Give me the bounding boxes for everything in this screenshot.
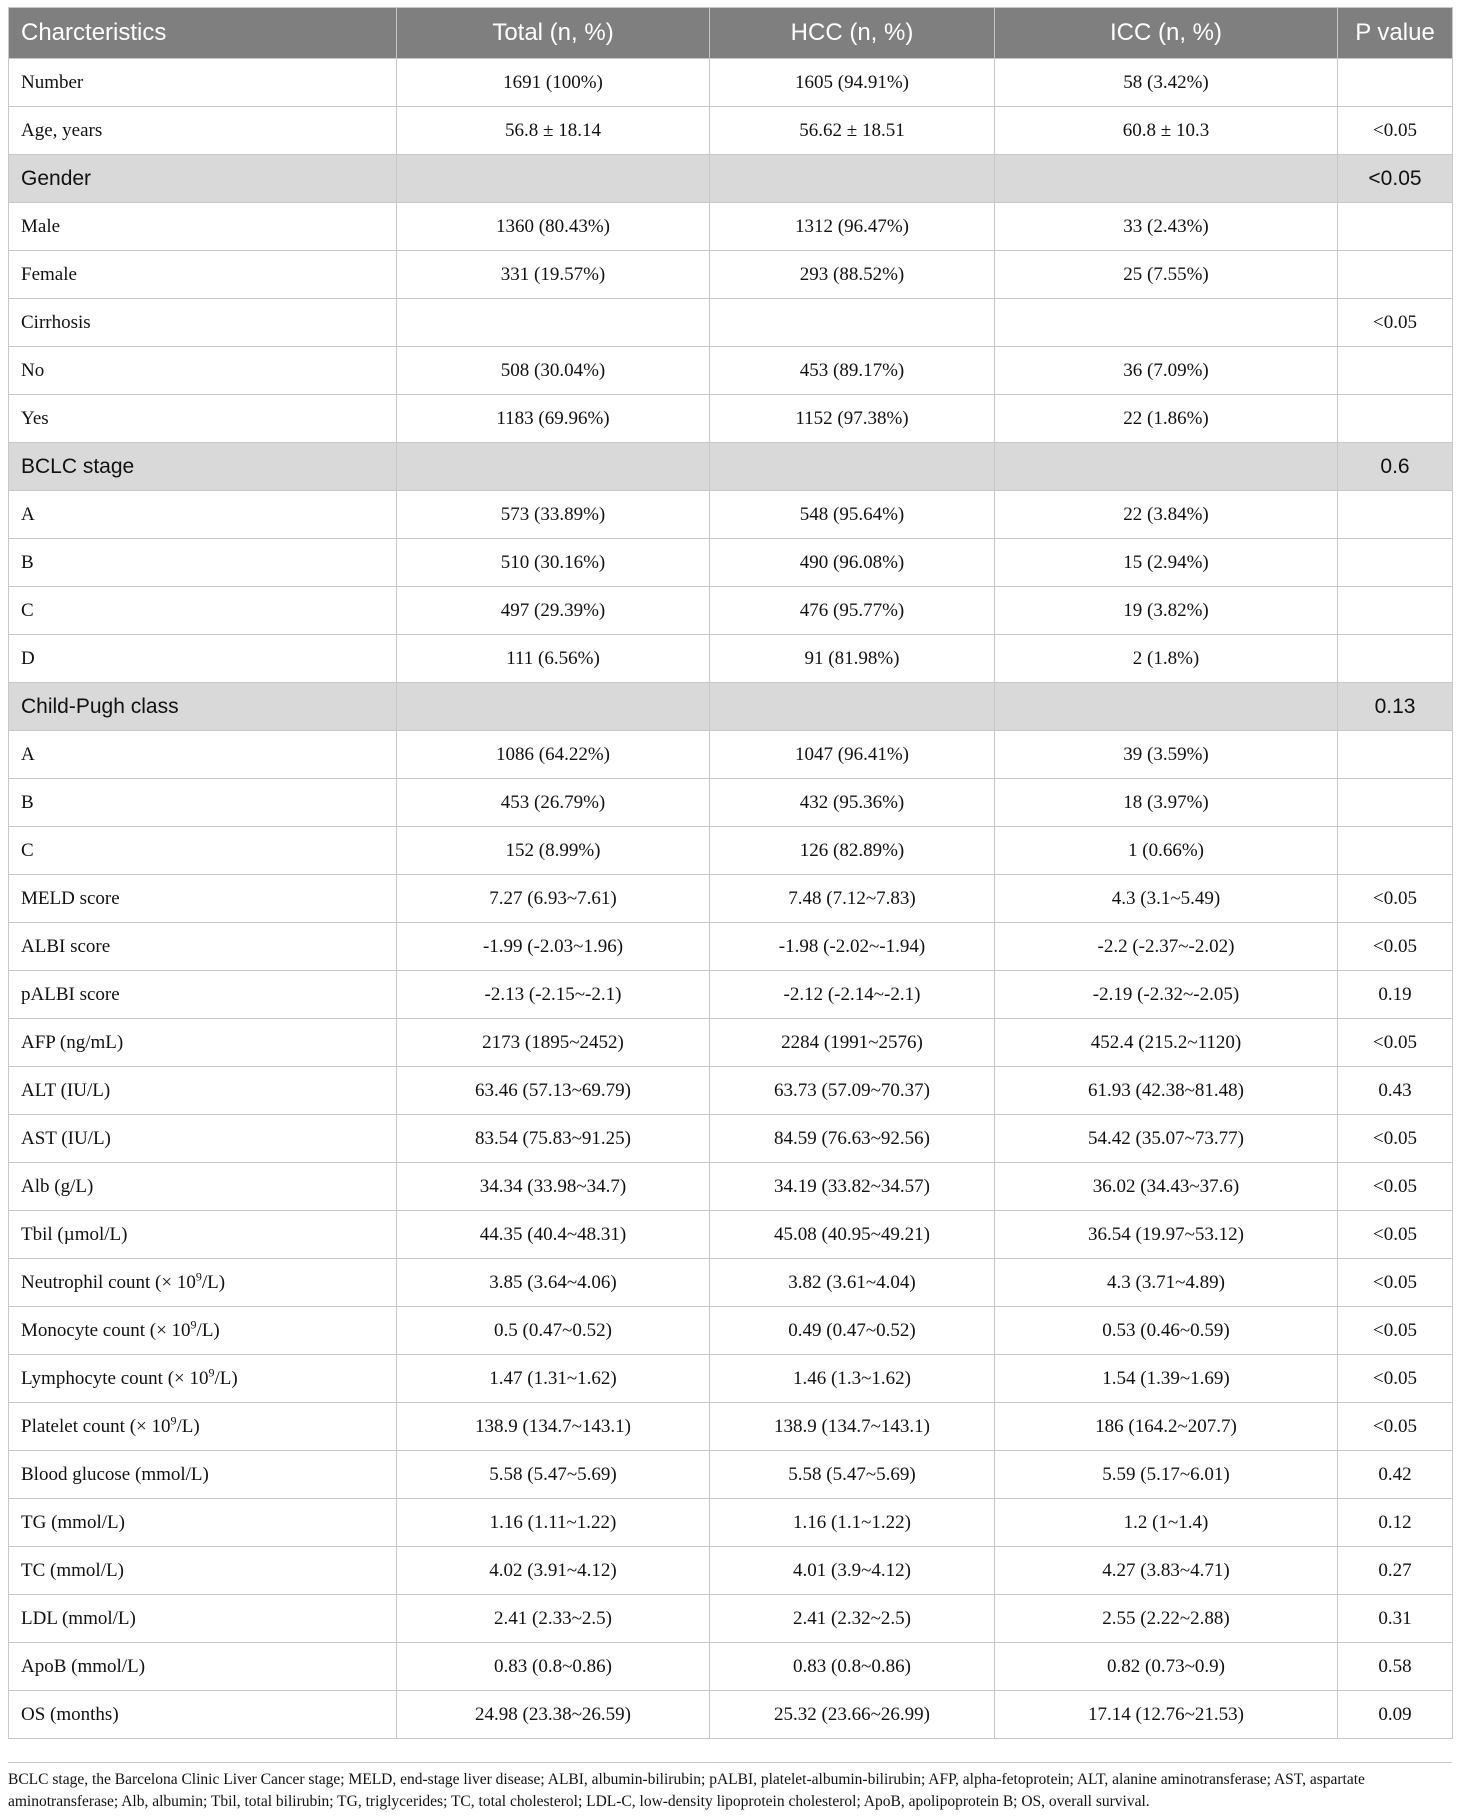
hcc-cell: 432 (95.36%) bbox=[710, 779, 995, 827]
total-cell: -1.99 (-2.03~1.96) bbox=[397, 923, 710, 971]
characteristic-text: LDL (mmol/L) bbox=[21, 1607, 136, 1629]
characteristic-text: No bbox=[21, 359, 45, 381]
characteristic-label bbox=[9, 107, 397, 155]
total-cell: 7.27 (6.93~7.61) bbox=[397, 875, 710, 923]
characteristic-label bbox=[9, 299, 397, 347]
table-row bbox=[9, 1163, 1453, 1211]
p-value-cell: <0.05 bbox=[1338, 1019, 1453, 1067]
table-row bbox=[9, 779, 1453, 827]
p-value-cell bbox=[1338, 539, 1453, 587]
characteristic-label bbox=[9, 1259, 397, 1307]
total-cell: 1183 (69.96%) bbox=[397, 395, 710, 443]
total-cell: 1360 (80.43%) bbox=[397, 203, 710, 251]
p-value-cell bbox=[1338, 59, 1453, 107]
hcc-cell: 45.08 (40.95~49.21) bbox=[710, 1211, 995, 1259]
characteristics-table bbox=[8, 7, 1453, 1739]
characteristic-text: Neutrophil count (× 10 bbox=[21, 1271, 196, 1293]
icc-cell: 5.59 (5.17~6.01) bbox=[995, 1451, 1338, 1499]
p-value-cell bbox=[1338, 731, 1453, 779]
characteristic-label bbox=[9, 1211, 397, 1259]
characteristic-text: Platelet count (× 10 bbox=[21, 1415, 171, 1437]
total-cell: 1.47 (1.31~1.62) bbox=[397, 1355, 710, 1403]
icc-cell: 58 (3.42%) bbox=[995, 59, 1338, 107]
icc-cell bbox=[995, 683, 1338, 731]
p-value-cell bbox=[1338, 491, 1453, 539]
table-row bbox=[9, 1643, 1453, 1691]
hcc-cell bbox=[710, 683, 995, 731]
characteristic-label bbox=[9, 923, 397, 971]
characteristic-label bbox=[9, 1643, 397, 1691]
hcc-cell: 138.9 (134.7~143.1) bbox=[710, 1403, 995, 1451]
characteristic-text: Tbil (µmol/L) bbox=[21, 1223, 128, 1245]
characteristic-text: Child-Pugh class bbox=[21, 694, 179, 718]
icc-cell bbox=[995, 155, 1338, 203]
p-value-cell bbox=[1338, 635, 1453, 683]
characteristic-text: ApoB (mmol/L) bbox=[21, 1655, 146, 1677]
exponent: 9 bbox=[195, 1269, 202, 1284]
table-row bbox=[9, 491, 1453, 539]
total-cell: 0.83 (0.8~0.86) bbox=[397, 1643, 710, 1691]
table-row bbox=[9, 635, 1453, 683]
hcc-cell: 84.59 (76.63~92.56) bbox=[710, 1115, 995, 1163]
characteristic-text: TG (mmol/L) bbox=[21, 1511, 125, 1533]
hcc-cell: 490 (96.08%) bbox=[710, 539, 995, 587]
total-cell: 1691 (100%) bbox=[397, 59, 710, 107]
characteristic-label bbox=[9, 1019, 397, 1067]
hcc-cell: 1047 (96.41%) bbox=[710, 731, 995, 779]
characteristic-text: Blood glucose (mmol/L) bbox=[21, 1463, 209, 1485]
p-value-cell: 0.19 bbox=[1338, 971, 1453, 1019]
icc-cell: 33 (2.43%) bbox=[995, 203, 1338, 251]
characteristic-label bbox=[9, 1451, 397, 1499]
p-value-cell bbox=[1338, 251, 1453, 299]
hcc-cell: 34.19 (33.82~34.57) bbox=[710, 1163, 995, 1211]
total-cell bbox=[397, 683, 710, 731]
characteristic-label bbox=[9, 875, 397, 923]
characteristic-label bbox=[9, 491, 397, 539]
hcc-cell: 2284 (1991~2576) bbox=[710, 1019, 995, 1067]
characteristic-text: Yes bbox=[21, 407, 49, 429]
total-cell: 508 (30.04%) bbox=[397, 347, 710, 395]
hcc-cell: 2.41 (2.32~2.5) bbox=[710, 1595, 995, 1643]
header-row bbox=[9, 8, 1453, 59]
characteristic-text: Female bbox=[21, 263, 77, 285]
table-row bbox=[9, 347, 1453, 395]
total-cell: 510 (30.16%) bbox=[397, 539, 710, 587]
hcc-cell: 5.58 (5.47~5.69) bbox=[710, 1451, 995, 1499]
hcc-cell: 56.62 ± 18.51 bbox=[710, 107, 995, 155]
icc-cell: 1 (0.66%) bbox=[995, 827, 1338, 875]
characteristic-label bbox=[9, 1355, 397, 1403]
total-cell: 2173 (1895~2452) bbox=[397, 1019, 710, 1067]
icc-cell bbox=[995, 443, 1338, 491]
characteristic-text: Alb (g/L) bbox=[21, 1175, 94, 1197]
characteristic-text: AFP (ng/mL) bbox=[21, 1031, 124, 1053]
column-header: Total (n, %) bbox=[397, 8, 710, 59]
table-row bbox=[9, 971, 1453, 1019]
p-value-cell: 0.27 bbox=[1338, 1547, 1453, 1595]
p-value-cell bbox=[1338, 587, 1453, 635]
hcc-cell bbox=[710, 155, 995, 203]
table-row bbox=[9, 923, 1453, 971]
table-row bbox=[9, 1691, 1453, 1739]
column-header: ICC (n, %) bbox=[995, 8, 1338, 59]
p-value-cell bbox=[1338, 203, 1453, 251]
characteristic-text: A bbox=[21, 743, 35, 765]
p-value-cell: 0.43 bbox=[1338, 1067, 1453, 1115]
icc-cell: 0.82 (0.73~0.9) bbox=[995, 1643, 1338, 1691]
hcc-cell: 476 (95.77%) bbox=[710, 587, 995, 635]
p-value-cell: 0.58 bbox=[1338, 1643, 1453, 1691]
table-row bbox=[9, 1307, 1453, 1355]
characteristic-text: C bbox=[21, 599, 34, 621]
characteristic-label bbox=[9, 971, 397, 1019]
table-row bbox=[9, 59, 1453, 107]
table-row bbox=[9, 1403, 1453, 1451]
icc-cell: 17.14 (12.76~21.53) bbox=[995, 1691, 1338, 1739]
characteristic-text: Number bbox=[21, 71, 84, 93]
unit-suffix: /L) bbox=[214, 1367, 238, 1389]
total-cell: 4.02 (3.91~4.12) bbox=[397, 1547, 710, 1595]
characteristic-text: Age, years bbox=[21, 119, 103, 141]
p-value-cell: <0.05 bbox=[1338, 1115, 1453, 1163]
characteristic-text: Monocyte count (× 10 bbox=[21, 1319, 191, 1341]
table-row bbox=[9, 1595, 1453, 1643]
characteristic-label bbox=[9, 443, 397, 491]
p-value-cell: <0.05 bbox=[1338, 875, 1453, 923]
characteristic-label bbox=[9, 1547, 397, 1595]
characteristic-label bbox=[9, 1307, 397, 1355]
characteristic-text: Lymphocyte count (× 10 bbox=[21, 1367, 209, 1389]
characteristic-label bbox=[9, 347, 397, 395]
p-value-cell: <0.05 bbox=[1338, 1307, 1453, 1355]
icc-cell: 36 (7.09%) bbox=[995, 347, 1338, 395]
icc-cell: 0.53 (0.46~0.59) bbox=[995, 1307, 1338, 1355]
total-cell: 3.85 (3.64~4.06) bbox=[397, 1259, 710, 1307]
table-row bbox=[9, 1115, 1453, 1163]
p-value-cell: <0.05 bbox=[1338, 155, 1453, 203]
total-cell bbox=[397, 155, 710, 203]
icc-cell: 61.93 (42.38~81.48) bbox=[995, 1067, 1338, 1115]
icc-cell: 452.4 (215.2~1120) bbox=[995, 1019, 1338, 1067]
p-value-cell: <0.05 bbox=[1338, 1259, 1453, 1307]
total-cell: 111 (6.56%) bbox=[397, 635, 710, 683]
icc-cell: 22 (3.84%) bbox=[995, 491, 1338, 539]
hcc-cell: 7.48 (7.12~7.83) bbox=[710, 875, 995, 923]
column-header: HCC (n, %) bbox=[710, 8, 995, 59]
icc-cell: 15 (2.94%) bbox=[995, 539, 1338, 587]
hcc-cell: 4.01 (3.9~4.12) bbox=[710, 1547, 995, 1595]
characteristic-text: TC (mmol/L) bbox=[21, 1559, 124, 1581]
characteristic-label bbox=[9, 683, 397, 731]
p-value-cell: 0.6 bbox=[1338, 443, 1453, 491]
total-cell: 152 (8.99%) bbox=[397, 827, 710, 875]
table-row bbox=[9, 251, 1453, 299]
characteristic-label bbox=[9, 1595, 397, 1643]
table-row bbox=[9, 539, 1453, 587]
table-row bbox=[9, 203, 1453, 251]
characteristic-label bbox=[9, 1691, 397, 1739]
total-cell: 0.5 (0.47~0.52) bbox=[397, 1307, 710, 1355]
hcc-cell: 91 (81.98%) bbox=[710, 635, 995, 683]
hcc-cell: -1.98 (-2.02~-1.94) bbox=[710, 923, 995, 971]
table-row bbox=[9, 1547, 1453, 1595]
unit-suffix: /L) bbox=[201, 1271, 226, 1293]
table-footnote: BCLC stage, the Barcelona Clinic Liver Cancer stage; MELD, end-stage liver disease; ALBI, albumin-bilirubin; pALBI, platelet-albumin-bilirubin; AFP, alpha-fetoprotein; ALT, alanine aminotransferase; AST, aspartate aminotransferase; Alb, albumin; Tbil, total bilirubin; TG, triglycerides; TC, total cholesterol; LDL-C, low-density lipoprotein cholesterol; ApoB, apolipoprotein B; OS, overall survival. bbox=[8, 1762, 1452, 1813]
hcc-cell bbox=[710, 443, 995, 491]
p-value-cell: <0.05 bbox=[1338, 1163, 1453, 1211]
total-cell: 453 (26.79%) bbox=[397, 779, 710, 827]
characteristic-label bbox=[9, 1499, 397, 1547]
characteristic-text: B bbox=[21, 551, 34, 573]
total-cell: 24.98 (23.38~26.59) bbox=[397, 1691, 710, 1739]
icc-cell: 1.2 (1~1.4) bbox=[995, 1499, 1338, 1547]
icc-cell: 2.55 (2.22~2.88) bbox=[995, 1595, 1338, 1643]
hcc-cell: 548 (95.64%) bbox=[710, 491, 995, 539]
exponent: 9 bbox=[170, 1413, 177, 1428]
p-value-cell: 0.09 bbox=[1338, 1691, 1453, 1739]
hcc-cell: 0.49 (0.47~0.52) bbox=[710, 1307, 995, 1355]
characteristic-text: pALBI score bbox=[21, 983, 120, 1005]
table-header bbox=[9, 8, 1453, 59]
total-cell: 63.46 (57.13~69.79) bbox=[397, 1067, 710, 1115]
p-value-cell bbox=[1338, 827, 1453, 875]
total-cell: 5.58 (5.47~5.69) bbox=[397, 1451, 710, 1499]
table-row bbox=[9, 1019, 1453, 1067]
characteristic-label bbox=[9, 779, 397, 827]
hcc-cell: 0.83 (0.8~0.86) bbox=[710, 1643, 995, 1691]
hcc-cell: 1312 (96.47%) bbox=[710, 203, 995, 251]
table-row bbox=[9, 1451, 1453, 1499]
total-cell bbox=[397, 443, 710, 491]
hcc-cell: 293 (88.52%) bbox=[710, 251, 995, 299]
table-row bbox=[9, 827, 1453, 875]
characteristic-label bbox=[9, 251, 397, 299]
table-row bbox=[9, 299, 1453, 347]
icc-cell: 36.54 (19.97~53.12) bbox=[995, 1211, 1338, 1259]
exponent: 9 bbox=[208, 1365, 215, 1380]
total-cell: 2.41 (2.33~2.5) bbox=[397, 1595, 710, 1643]
p-value-cell: <0.05 bbox=[1338, 1355, 1453, 1403]
column-header: P value bbox=[1338, 8, 1453, 59]
hcc-cell: -2.12 (-2.14~-2.1) bbox=[710, 971, 995, 1019]
characteristic-label bbox=[9, 155, 397, 203]
p-value-cell bbox=[1338, 395, 1453, 443]
table-row bbox=[9, 395, 1453, 443]
characteristic-label bbox=[9, 731, 397, 779]
icc-cell: -2.19 (-2.32~-2.05) bbox=[995, 971, 1338, 1019]
characteristic-text: C bbox=[21, 839, 34, 861]
characteristic-label bbox=[9, 1403, 397, 1451]
table-row bbox=[9, 1259, 1453, 1307]
characteristic-text: AST (IU/L) bbox=[21, 1127, 111, 1149]
characteristic-text: Gender bbox=[21, 166, 92, 190]
icc-cell: 22 (1.86%) bbox=[995, 395, 1338, 443]
characteristic-text: A bbox=[21, 503, 35, 525]
icc-cell: 1.54 (1.39~1.69) bbox=[995, 1355, 1338, 1403]
table-row bbox=[9, 1211, 1453, 1259]
total-cell: 331 (19.57%) bbox=[397, 251, 710, 299]
total-cell: 83.54 (75.83~91.25) bbox=[397, 1115, 710, 1163]
p-value-cell: 0.12 bbox=[1338, 1499, 1453, 1547]
icc-cell: 39 (3.59%) bbox=[995, 731, 1338, 779]
total-cell: -2.13 (-2.15~-2.1) bbox=[397, 971, 710, 1019]
characteristic-text: Male bbox=[21, 215, 61, 237]
characteristic-text: Cirrhosis bbox=[21, 311, 91, 333]
hcc-cell: 1152 (97.38%) bbox=[710, 395, 995, 443]
characteristic-text: ALBI score bbox=[21, 935, 111, 957]
icc-cell: 25 (7.55%) bbox=[995, 251, 1338, 299]
characteristic-label bbox=[9, 587, 397, 635]
hcc-cell: 25.32 (23.66~26.99) bbox=[710, 1691, 995, 1739]
hcc-cell bbox=[710, 299, 995, 347]
table-row bbox=[9, 1499, 1453, 1547]
hcc-cell: 126 (82.89%) bbox=[710, 827, 995, 875]
characteristic-label bbox=[9, 395, 397, 443]
characteristic-text: B bbox=[21, 791, 34, 813]
total-cell: 34.34 (33.98~34.7) bbox=[397, 1163, 710, 1211]
characteristic-label bbox=[9, 1067, 397, 1115]
section-row bbox=[9, 155, 1453, 203]
icc-cell: 4.27 (3.83~4.71) bbox=[995, 1547, 1338, 1595]
icc-cell bbox=[995, 299, 1338, 347]
hcc-cell: 1.46 (1.3~1.62) bbox=[710, 1355, 995, 1403]
icc-cell: 4.3 (3.71~4.89) bbox=[995, 1259, 1338, 1307]
icc-cell: 60.8 ± 10.3 bbox=[995, 107, 1338, 155]
unit-suffix: /L) bbox=[176, 1415, 200, 1437]
p-value-cell: <0.05 bbox=[1338, 1403, 1453, 1451]
section-row bbox=[9, 443, 1453, 491]
characteristic-text: BCLC stage bbox=[21, 454, 135, 478]
characteristic-text: MELD score bbox=[21, 887, 120, 909]
column-header: Charcteristics bbox=[9, 8, 397, 59]
total-cell bbox=[397, 299, 710, 347]
total-cell: 573 (33.89%) bbox=[397, 491, 710, 539]
icc-cell: 19 (3.82%) bbox=[995, 587, 1338, 635]
p-value-cell: 0.13 bbox=[1338, 683, 1453, 731]
icc-cell: 54.42 (35.07~73.77) bbox=[995, 1115, 1338, 1163]
p-value-cell: <0.05 bbox=[1338, 299, 1453, 347]
total-cell: 138.9 (134.7~143.1) bbox=[397, 1403, 710, 1451]
p-value-cell: 0.42 bbox=[1338, 1451, 1453, 1499]
total-cell: 56.8 ± 18.14 bbox=[397, 107, 710, 155]
exponent: 9 bbox=[190, 1317, 197, 1332]
table-row bbox=[9, 875, 1453, 923]
characteristic-label bbox=[9, 635, 397, 683]
characteristic-label bbox=[9, 539, 397, 587]
table-row bbox=[9, 731, 1453, 779]
total-cell: 1086 (64.22%) bbox=[397, 731, 710, 779]
characteristic-text: ALT (IU/L) bbox=[21, 1079, 111, 1101]
p-value-cell: <0.05 bbox=[1338, 107, 1453, 155]
p-value-cell bbox=[1338, 347, 1453, 395]
icc-cell: 186 (164.2~207.7) bbox=[995, 1403, 1338, 1451]
total-cell: 497 (29.39%) bbox=[397, 587, 710, 635]
table-row bbox=[9, 107, 1453, 155]
table-row bbox=[9, 587, 1453, 635]
p-value-cell: <0.05 bbox=[1338, 1211, 1453, 1259]
unit-suffix: /L) bbox=[196, 1319, 220, 1341]
table-body bbox=[9, 59, 1453, 1739]
p-value-cell: <0.05 bbox=[1338, 923, 1453, 971]
total-cell: 1.16 (1.11~1.22) bbox=[397, 1499, 710, 1547]
characteristic-text: OS (months) bbox=[21, 1703, 119, 1725]
icc-cell: 18 (3.97%) bbox=[995, 779, 1338, 827]
hcc-cell: 1.16 (1.1~1.22) bbox=[710, 1499, 995, 1547]
characteristic-label bbox=[9, 827, 397, 875]
characteristic-label bbox=[9, 1115, 397, 1163]
characteristic-label bbox=[9, 59, 397, 107]
table-row bbox=[9, 1355, 1453, 1403]
icc-cell: -2.2 (-2.37~-2.02) bbox=[995, 923, 1338, 971]
p-value-cell bbox=[1338, 779, 1453, 827]
section-row bbox=[9, 683, 1453, 731]
hcc-cell: 1605 (94.91%) bbox=[710, 59, 995, 107]
icc-cell: 2 (1.8%) bbox=[995, 635, 1338, 683]
icc-cell: 36.02 (34.43~37.6) bbox=[995, 1163, 1338, 1211]
table-row bbox=[9, 1067, 1453, 1115]
hcc-cell: 63.73 (57.09~70.37) bbox=[710, 1067, 995, 1115]
total-cell: 44.35 (40.4~48.31) bbox=[397, 1211, 710, 1259]
hcc-cell: 453 (89.17%) bbox=[710, 347, 995, 395]
p-value-cell: 0.31 bbox=[1338, 1595, 1453, 1643]
characteristic-label bbox=[9, 203, 397, 251]
characteristic-text: D bbox=[21, 647, 35, 669]
hcc-cell: 3.82 (3.61~4.04) bbox=[710, 1259, 995, 1307]
characteristic-label bbox=[9, 1163, 397, 1211]
icc-cell: 4.3 (3.1~5.49) bbox=[995, 875, 1338, 923]
